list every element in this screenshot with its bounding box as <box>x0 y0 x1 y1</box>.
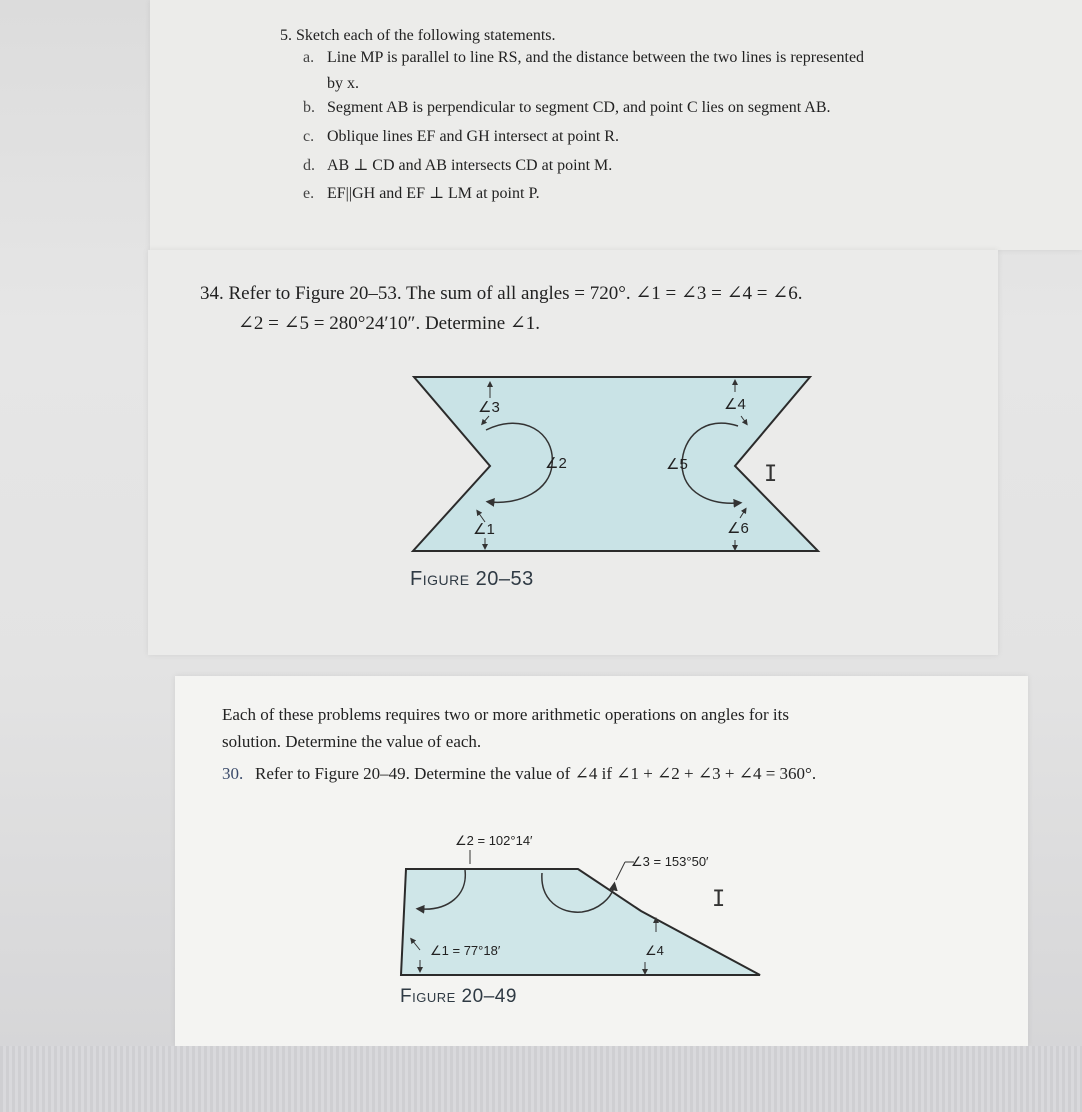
problem5-item-d: AB ⊥ CD and AB intersects CD at point M. <box>327 157 613 174</box>
problem30-number: 30. <box>222 764 244 783</box>
angle1-value: ∠1 = 77°18′ <box>430 943 501 958</box>
problem34-line1: 34. Refer to Figure 20–53. The sum of all angles = 720°. ∠1 = ∠3 = ∠4 = ∠6. <box>200 283 803 304</box>
problem30-intro-line1: Each of these problems requires two or more arithmetic operations on angles for its <box>222 705 789 724</box>
problem5-item-a: Line MP is parallel to line RS, and the distance between the two lines is represented <box>327 49 865 66</box>
angle6-label: ∠6 <box>727 520 749 537</box>
angle4-label: ∠4 <box>724 396 746 413</box>
angle5-label: ∠5 <box>666 456 688 473</box>
angle1-label: ∠1 <box>473 521 495 538</box>
text-cursor-icon: I <box>764 462 778 487</box>
problem5-item-c: Oblique lines EF and GH intersect at point R. <box>327 128 619 145</box>
item-letter: e. <box>303 185 315 202</box>
angle3-label: ∠3 <box>478 399 500 416</box>
problem5-item-e: EF||GH and EF ⊥ LM at point P. <box>327 185 540 202</box>
problem5-item-a-cont: by x. <box>327 75 359 92</box>
angle2-value: ∠2 = 102°14′ <box>455 833 533 848</box>
problem5-heading: 5. Sketch each of the following statements. <box>280 27 556 44</box>
problem30-intro-line2: solution. Determine the value of each. <box>222 732 482 751</box>
item-letter: c. <box>303 128 315 145</box>
text-cursor-icon: I <box>712 887 726 912</box>
item-letter: b. <box>303 99 315 116</box>
problem30-question: Refer to Figure 20–49. Determine the value of ∠4 if ∠1 + ∠2 + ∠3 + ∠4 = 360°. <box>255 764 817 783</box>
problem34-line2: ∠2 = ∠5 = 280°24′10″. Determine ∠1. <box>238 313 541 334</box>
angle2-label: ∠2 <box>545 455 567 472</box>
item-letter: a. <box>303 49 315 66</box>
item-letter: d. <box>303 157 315 174</box>
figure-20-49-caption <box>400 986 517 1008</box>
problem5-item-b: Segment AB is perpendicular to segment CD, and point C lies on segment AB. <box>327 99 831 116</box>
caption-text: Figure 20–49 <box>400 986 517 1007</box>
angle3-value: ∠3 = 153°50′ <box>631 854 709 869</box>
caption-text: Figure 20–53 <box>410 568 534 590</box>
angle4-label: ∠4 <box>645 943 664 958</box>
figure-20-49-shape <box>401 869 760 975</box>
